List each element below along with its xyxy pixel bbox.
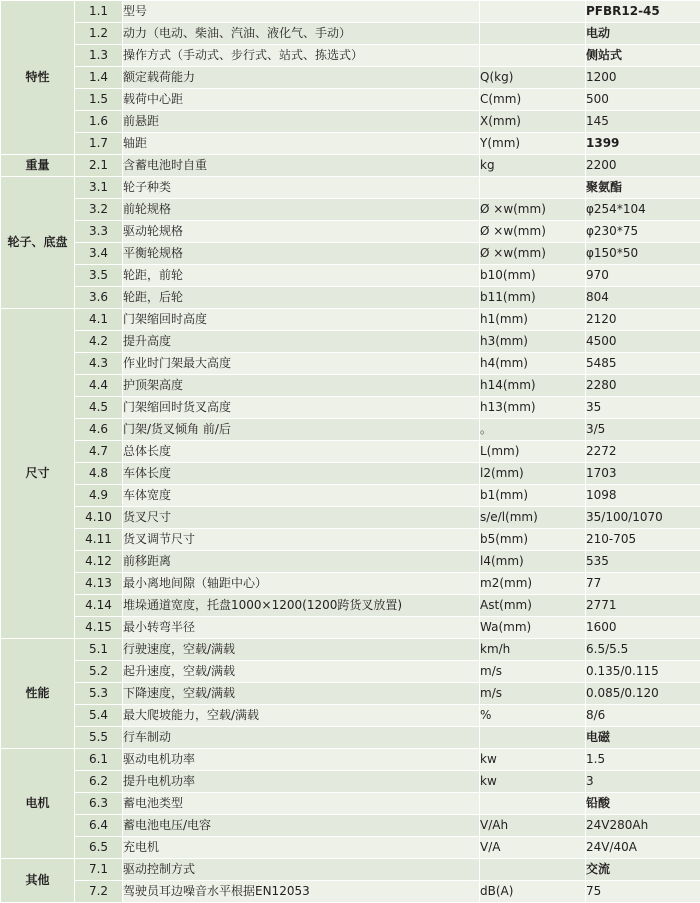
row-unit: %	[480, 705, 586, 727]
row-description: 货叉调节尺寸	[123, 529, 480, 551]
row-description: 前悬距	[123, 111, 480, 133]
table-row	[1, 265, 700, 287]
row-number: 3.5	[75, 265, 123, 287]
group-label: 电机	[1, 749, 75, 859]
group-label: 重量	[1, 155, 75, 177]
row-number: 1.1	[75, 1, 123, 23]
table-row	[1, 155, 700, 177]
row-number: 4.6	[75, 419, 123, 441]
row-value: 1.5	[586, 749, 700, 771]
row-value: φ254*104	[586, 199, 700, 221]
table-row	[1, 815, 700, 837]
table-row	[1, 111, 700, 133]
row-value: 6.5/5.5	[586, 639, 700, 661]
table-row	[1, 243, 700, 265]
row-unit	[480, 859, 586, 881]
row-number: 1.3	[75, 45, 123, 67]
row-value: 3/5	[586, 419, 700, 441]
row-unit: Ø ×w(mm)	[480, 243, 586, 265]
row-number: 1.5	[75, 89, 123, 111]
row-unit: m/s	[480, 683, 586, 705]
row-value: φ150*50	[586, 243, 700, 265]
row-number: 6.3	[75, 793, 123, 815]
row-value: 77	[586, 573, 700, 595]
row-unit	[480, 793, 586, 815]
row-value: 500	[586, 89, 700, 111]
table-row	[1, 749, 700, 771]
group-label: 轮子、底盘	[1, 177, 75, 309]
table-row	[1, 287, 700, 309]
row-unit: b5(mm)	[480, 529, 586, 551]
row-number: 1.7	[75, 133, 123, 155]
row-unit: h1(mm)	[480, 309, 586, 331]
row-value: 24V280Ah	[586, 815, 700, 837]
row-description: 驾驶员耳边噪音水平根据EN12053	[123, 881, 480, 903]
row-number: 1.2	[75, 23, 123, 45]
group-label: 其他	[1, 859, 75, 903]
row-description: 车体宽度	[123, 485, 480, 507]
group-label: 特性	[1, 1, 75, 155]
row-number: 3.3	[75, 221, 123, 243]
row-number: 7.2	[75, 881, 123, 903]
row-unit: l2(mm)	[480, 463, 586, 485]
row-number: 3.1	[75, 177, 123, 199]
table-row	[1, 353, 700, 375]
row-description: 蓄电池类型	[123, 793, 480, 815]
row-description: 作业时门架最大高度	[123, 353, 480, 375]
table-row	[1, 67, 700, 89]
row-number: 3.2	[75, 199, 123, 221]
row-description: 前轮规格	[123, 199, 480, 221]
row-value: 2280	[586, 375, 700, 397]
row-number: 6.1	[75, 749, 123, 771]
row-number: 3.6	[75, 287, 123, 309]
row-number: 1.6	[75, 111, 123, 133]
table-row	[1, 573, 700, 595]
row-unit: Ast(mm)	[480, 595, 586, 617]
row-number: 6.5	[75, 837, 123, 859]
row-value: 35	[586, 397, 700, 419]
row-value: 804	[586, 287, 700, 309]
row-number: 4.12	[75, 551, 123, 573]
row-value: 1703	[586, 463, 700, 485]
row-value: 1098	[586, 485, 700, 507]
row-unit: b11(mm)	[480, 287, 586, 309]
row-value: 2272	[586, 441, 700, 463]
row-value: 210-705	[586, 529, 700, 551]
row-unit	[480, 1, 586, 23]
row-number: 4.4	[75, 375, 123, 397]
row-unit: V/Ah	[480, 815, 586, 837]
row-description: 最小转弯半径	[123, 617, 480, 639]
table-row	[1, 441, 700, 463]
row-unit: Wa(mm)	[480, 617, 586, 639]
row-number: 4.5	[75, 397, 123, 419]
row-description: 提升高度	[123, 331, 480, 353]
row-description: 平衡轮规格	[123, 243, 480, 265]
row-value: PFBR12-45	[586, 1, 700, 23]
row-description: 提升电机功率	[123, 771, 480, 793]
row-description: 额定载荷能力	[123, 67, 480, 89]
table-row	[1, 507, 700, 529]
row-description: 行车制动	[123, 727, 480, 749]
table-row	[1, 309, 700, 331]
row-unit	[480, 727, 586, 749]
row-value: 5485	[586, 353, 700, 375]
table-row	[1, 221, 700, 243]
table-row	[1, 45, 700, 67]
row-description: 驱动轮规格	[123, 221, 480, 243]
table-row	[1, 661, 700, 683]
row-number: 3.4	[75, 243, 123, 265]
row-number: 4.10	[75, 507, 123, 529]
table-row	[1, 177, 700, 199]
row-description: 门架/货叉倾角 前/后	[123, 419, 480, 441]
row-unit: Q(kg)	[480, 67, 586, 89]
table-row	[1, 859, 700, 881]
row-description: 操作方式（手动式、步行式、站式、拣选式）	[123, 45, 480, 67]
row-description: 总体长度	[123, 441, 480, 463]
table-row	[1, 793, 700, 815]
row-unit: kg	[480, 155, 586, 177]
row-number: 2.1	[75, 155, 123, 177]
row-number: 4.13	[75, 573, 123, 595]
table-row	[1, 331, 700, 353]
row-number: 6.2	[75, 771, 123, 793]
table-row	[1, 551, 700, 573]
row-number: 4.7	[75, 441, 123, 463]
table-row	[1, 397, 700, 419]
table-row	[1, 639, 700, 661]
row-unit: h13(mm)	[480, 397, 586, 419]
table-row	[1, 617, 700, 639]
row-value: 1399	[586, 133, 700, 155]
row-number: 5.3	[75, 683, 123, 705]
row-description: 堆垛通道宽度，托盘1000×1200(1200跨货叉放置)	[123, 595, 480, 617]
row-unit: km/h	[480, 639, 586, 661]
row-number: 4.14	[75, 595, 123, 617]
row-number: 4.2	[75, 331, 123, 353]
table-row	[1, 1, 700, 23]
row-unit: Ø ×w(mm)	[480, 199, 586, 221]
row-unit: Ø ×w(mm)	[480, 221, 586, 243]
row-value: 24V/40A	[586, 837, 700, 859]
row-value: 75	[586, 881, 700, 903]
row-description: 动力（电动、柴油、汽油、液化气、手动）	[123, 23, 480, 45]
group-label: 尺寸	[1, 309, 75, 639]
row-description: 门架缩回时高度	[123, 309, 480, 331]
row-description: 含蓄电池时自重	[123, 155, 480, 177]
row-unit: b1(mm)	[480, 485, 586, 507]
row-value: 8/6	[586, 705, 700, 727]
row-value: 970	[586, 265, 700, 287]
row-number: 5.4	[75, 705, 123, 727]
row-number: 4.8	[75, 463, 123, 485]
row-value: 1200	[586, 67, 700, 89]
row-value: 35/100/1070	[586, 507, 700, 529]
row-description: 充电机	[123, 837, 480, 859]
row-number: 5.5	[75, 727, 123, 749]
row-unit: m2(mm)	[480, 573, 586, 595]
row-value: 145	[586, 111, 700, 133]
row-unit	[480, 23, 586, 45]
row-unit: L(mm)	[480, 441, 586, 463]
table-row	[1, 705, 700, 727]
table-row	[1, 89, 700, 111]
row-number: 5.2	[75, 661, 123, 683]
row-unit: h3(mm)	[480, 331, 586, 353]
row-unit: s/e/l(mm)	[480, 507, 586, 529]
row-value: φ230*75	[586, 221, 700, 243]
row-unit	[480, 45, 586, 67]
row-unit: m/s	[480, 661, 586, 683]
table-row	[1, 463, 700, 485]
row-value: 交流	[586, 859, 700, 881]
row-description: 载荷中心距	[123, 89, 480, 111]
table-row	[1, 419, 700, 441]
specification-table-body	[1, 1, 700, 903]
row-description: 货叉尺寸	[123, 507, 480, 529]
row-unit: C(mm)	[480, 89, 586, 111]
row-unit: kw	[480, 771, 586, 793]
table-row	[1, 881, 700, 903]
table-row	[1, 133, 700, 155]
row-description: 轮子种类	[123, 177, 480, 199]
row-value: 电动	[586, 23, 700, 45]
row-unit: dB(A)	[480, 881, 586, 903]
row-description: 下降速度，空载/满载	[123, 683, 480, 705]
row-number: 7.1	[75, 859, 123, 881]
table-row	[1, 529, 700, 551]
row-value: 4500	[586, 331, 700, 353]
row-unit: l4(mm)	[480, 551, 586, 573]
table-row	[1, 727, 700, 749]
row-description: 蓄电池电压/电容	[123, 815, 480, 837]
row-description: 起升速度，空载/满载	[123, 661, 480, 683]
row-description: 驱动电机功率	[123, 749, 480, 771]
row-number: 4.3	[75, 353, 123, 375]
row-value: 电磁	[586, 727, 700, 749]
row-value: 0.135/0.115	[586, 661, 700, 683]
row-number: 1.4	[75, 67, 123, 89]
row-unit	[480, 177, 586, 199]
row-description: 驱动控制方式	[123, 859, 480, 881]
row-description: 护顶架高度	[123, 375, 480, 397]
row-unit: h4(mm)	[480, 353, 586, 375]
group-label: 性能	[1, 639, 75, 749]
table-row	[1, 683, 700, 705]
row-description: 门架缩回时货叉高度	[123, 397, 480, 419]
row-value: 0.085/0.120	[586, 683, 700, 705]
row-unit: Y(mm)	[480, 133, 586, 155]
row-unit: h14(mm)	[480, 375, 586, 397]
row-description: 轮距，前轮	[123, 265, 480, 287]
row-description: 轮距，后轮	[123, 287, 480, 309]
table-row	[1, 771, 700, 793]
table-row	[1, 485, 700, 507]
row-value: 侧站式	[586, 45, 700, 67]
table-row	[1, 375, 700, 397]
table-row	[1, 837, 700, 859]
row-value: 2200	[586, 155, 700, 177]
row-number: 4.15	[75, 617, 123, 639]
row-value: 2771	[586, 595, 700, 617]
row-description: 最大爬坡能力，空载/满载	[123, 705, 480, 727]
row-value: 2120	[586, 309, 700, 331]
row-number: 4.11	[75, 529, 123, 551]
table-row	[1, 595, 700, 617]
row-description: 前移距离	[123, 551, 480, 573]
row-unit: 。	[480, 419, 586, 441]
row-description: 车体长度	[123, 463, 480, 485]
row-description: 轴距	[123, 133, 480, 155]
row-value: 3	[586, 771, 700, 793]
row-value: 1600	[586, 617, 700, 639]
row-number: 5.1	[75, 639, 123, 661]
row-value: 铅酸	[586, 793, 700, 815]
row-description: 型号	[123, 1, 480, 23]
row-unit: b10(mm)	[480, 265, 586, 287]
table-row	[1, 199, 700, 221]
row-value: 聚氨酯	[586, 177, 700, 199]
row-number: 6.4	[75, 815, 123, 837]
row-description: 行驶速度，空载/满载	[123, 639, 480, 661]
row-unit: X(mm)	[480, 111, 586, 133]
row-value: 535	[586, 551, 700, 573]
row-number: 4.1	[75, 309, 123, 331]
row-description: 最小离地间隙（轴距中心）	[123, 573, 480, 595]
row-number: 4.9	[75, 485, 123, 507]
row-unit: V/A	[480, 837, 586, 859]
table-row	[1, 23, 700, 45]
row-unit: kw	[480, 749, 586, 771]
